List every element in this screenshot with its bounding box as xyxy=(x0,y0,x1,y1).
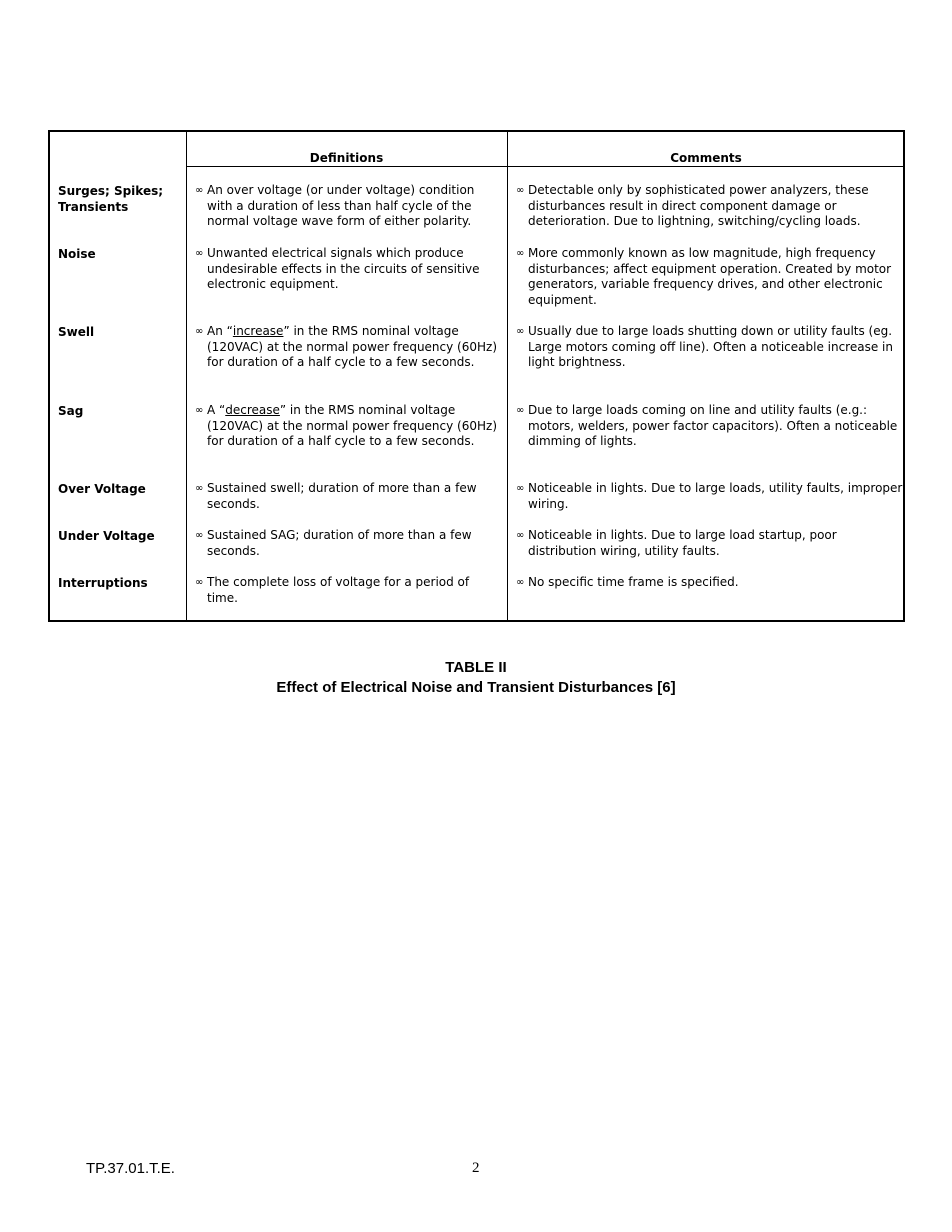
table-caption-title: Effect of Electrical Noise and Transient Disturbances [6] xyxy=(276,679,676,696)
row-term: Sag xyxy=(58,404,84,418)
infinity-bullet-icon: ∞ xyxy=(516,483,525,494)
header-definitions: Definitions xyxy=(309,151,384,165)
row-term: Noise xyxy=(58,247,96,261)
row-comment: ∞ Due to large loads coming on line and utility faults (e.g.: motors, welders, power factor capacitors). Often a noticeable dimming of lights. xyxy=(516,403,898,449)
row-definition: ∞ Sustained swell; duration of more than a few seconds. xyxy=(195,481,477,511)
page-number: 2 xyxy=(472,1160,480,1176)
disturbance-table xyxy=(48,130,905,622)
infinity-bullet-icon: ∞ xyxy=(516,577,525,588)
row-term: Over Voltage xyxy=(58,482,146,496)
row-term: Interruptions xyxy=(58,576,148,590)
row-comment: ∞ More commonly known as low magnitude, high frequency disturbances; affect equipment operation. Created by motor generators, variable frequency drives, and other electronic equipment. xyxy=(516,246,892,308)
infinity-bullet-icon: ∞ xyxy=(195,577,204,588)
row-definition: ∞ Unwanted electrical signals which produce undesirable effects in the circuits of sensitive electronic equipment. xyxy=(195,246,480,292)
row-definition: ∞ The complete loss of voltage for a period of time. xyxy=(195,575,470,605)
infinity-bullet-icon: ∞ xyxy=(516,248,525,259)
row-definition: ∞ Sustained SAG; duration of more than a few seconds. xyxy=(195,528,472,558)
infinity-bullet-icon: ∞ xyxy=(195,405,204,416)
row-comment: ∞ Noticeable in lights. Due to large load startup, poor distribution wiring, utility faults. xyxy=(516,528,837,558)
header-comments: Comments xyxy=(670,151,742,165)
infinity-bullet-icon: ∞ xyxy=(516,185,525,196)
footer-doc-id: TP.37.01.T.E. xyxy=(86,1160,175,1177)
row-term: Under Voltage xyxy=(58,529,155,543)
row-comment: ∞ Usually due to large loads shutting down or utility faults (eg. Large motors coming off line). Often a noticeable increase in light brightness. xyxy=(516,324,893,370)
infinity-bullet-icon: ∞ xyxy=(195,483,204,494)
column-divider xyxy=(507,132,508,620)
infinity-bullet-icon: ∞ xyxy=(195,248,204,259)
column-divider xyxy=(186,132,187,620)
row-comment: ∞ Detectable only by sophisticated power analyzers, these disturbances result in direct component damage or deterioration. Due to lightning, switching/cycling loads. xyxy=(516,183,869,229)
infinity-bullet-icon: ∞ xyxy=(195,530,204,541)
infinity-bullet-icon: ∞ xyxy=(516,530,525,541)
row-definition: ∞ An over voltage (or under voltage) condition with a duration of less than half cycle of the normal voltage wave form of either polarity. xyxy=(195,183,475,229)
row-comment: ∞ No specific time frame is specified. xyxy=(516,575,739,589)
row-definition: ∞ A “decrease” in the RMS nominal voltage (120VAC) at the normal power frequency (60Hz) for duration of a half cycle to a few seconds. xyxy=(195,403,498,449)
row-definition: ∞ An “increase” in the RMS nominal voltage (120VAC) at the normal power frequency (60Hz) for duration of a half cycle to a few seconds. xyxy=(195,324,498,370)
row-comment: ∞ Noticeable in lights. Due to large loads, utility faults, improper wiring. xyxy=(516,481,903,511)
infinity-bullet-icon: ∞ xyxy=(195,185,204,196)
row-term: Swell xyxy=(58,325,95,339)
infinity-bullet-icon: ∞ xyxy=(195,326,204,337)
row-term: Surges; Spikes; Transients xyxy=(58,184,164,214)
header-divider xyxy=(186,166,903,167)
table-caption-label: TABLE II xyxy=(445,659,507,676)
infinity-bullet-icon: ∞ xyxy=(516,405,525,416)
infinity-bullet-icon: ∞ xyxy=(516,326,525,337)
